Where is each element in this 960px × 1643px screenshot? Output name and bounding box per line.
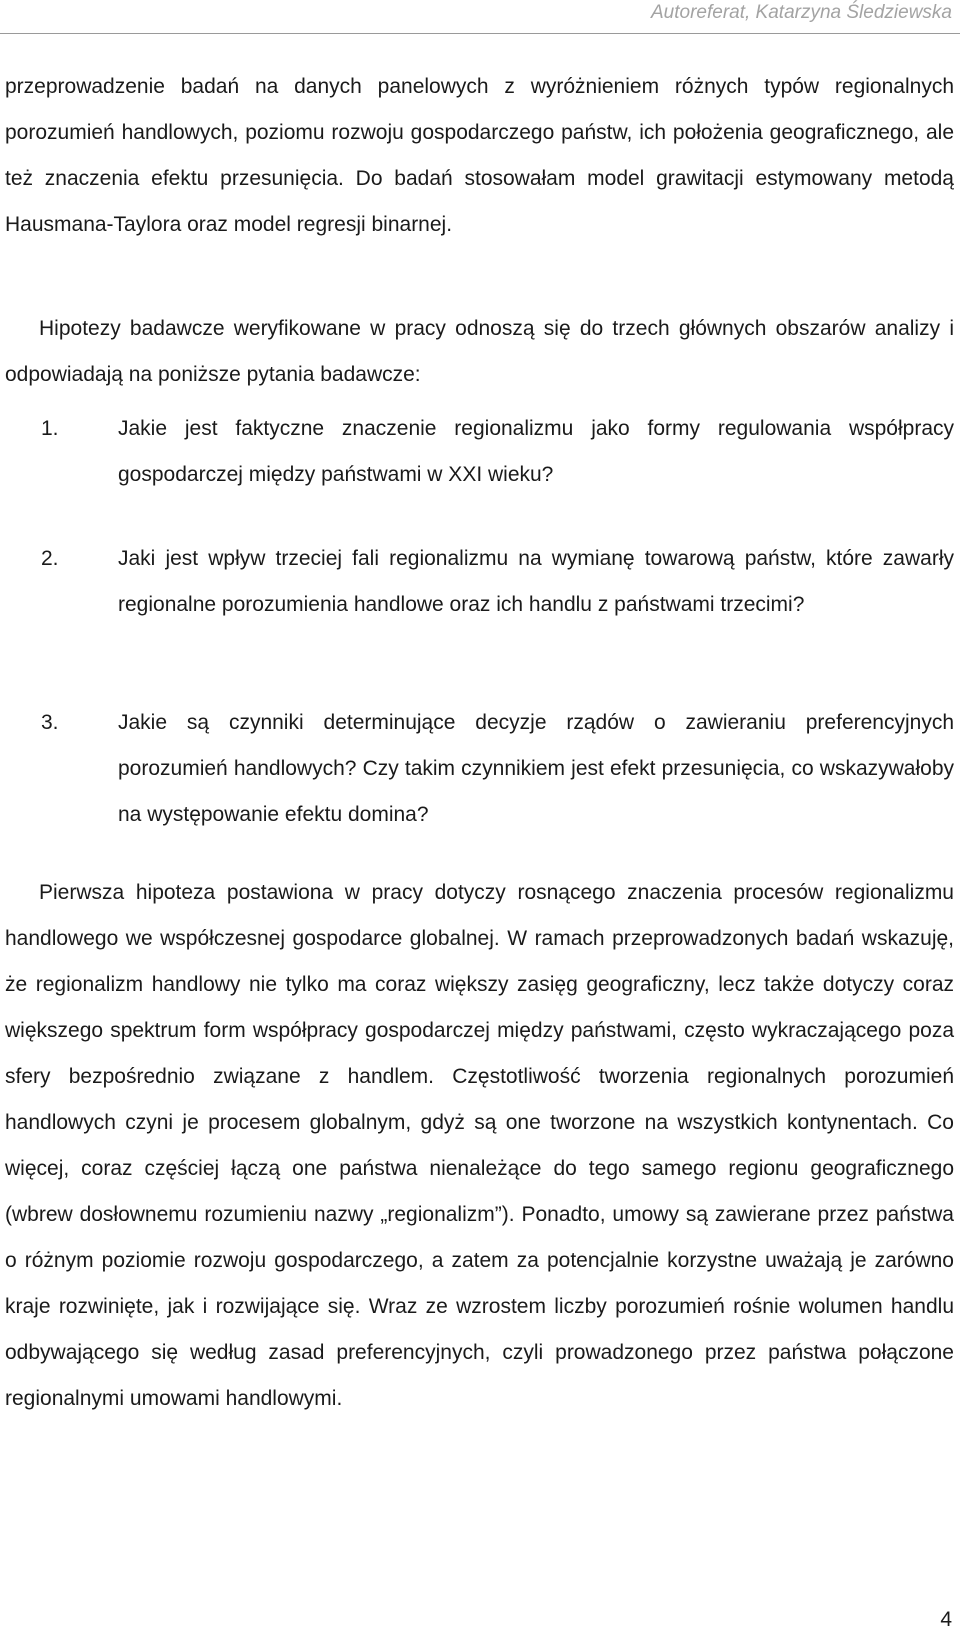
paragraph-hypotheses-intro: Hipotezy badawcze weryfikowane w pracy odnoszą się do trzech głównych obszarów analizy i odpowiadają na poniższe pytania badawcze: (5, 317, 954, 386)
list-item-text: Jaki jest wpływ trzeciej fali regionalizmu na wymianę towarową państw, które zawarły regionalne porozumienia handlowe oraz ich handlu z państwami trzecimi? (118, 547, 954, 616)
research-question-2 (41, 536, 954, 628)
list-item-text: Jakie jest faktyczne znaczenie regionalizmu jako formy regulowania współpracy gospodarczej między państwami w XXI wieku? (118, 417, 954, 486)
list-number: 1. (41, 417, 59, 440)
list-number: 3. (41, 711, 59, 734)
list-item-text: Jakie są czynniki determinujące decyzje rządów o zawieraniu preferencyjnych porozumień handlowych? Czy takim czynnikiem jest efekt przesunięcia, co wskazywałoby na występowanie efektu domina? (118, 711, 954, 826)
header-divider (0, 33, 960, 34)
page-number: 4 (940, 1608, 952, 1631)
research-question-3 (41, 700, 954, 838)
list-number: 2. (41, 547, 59, 570)
paragraph-first-hypothesis: Pierwsza hipoteza postawiona w pracy dotyczy rosnącego znaczenia procesów regionalizmu handlowego we współczesnej gospodarce globalnej. W ramach przeprowadzonych badań wskazuję, że regionalizm handlowy nie tylko ma coraz większy zasięg geograficzny, lecz także dotyczy coraz większego spektrum form współpracy gospodarczej między państwami, często wykraczającego poza sfery bezpośrednio związane z handlem. Częstotliwość tworzenia regionalnych porozumień handlowych czyni je procesem globalnym, gdyż są one tworzone na wszystkich kontynentach. Co więcej, coraz częściej łączą one państwa nienależące do tego samego regionu geograficznego (wbrew dosłownemu rozumieniu nazwy „regionalizm”). Ponadto, umowy są zawierane przez państwa o różnym poziomie rozwoju gospodarczego, a zatem za potencjalnie korzystne uważają je zarówno kraje rozwinięte, jak i rozwijające się. Wraz ze wzrostem liczby porozumień rośnie wolumen handlu odbywającego się według zasad preferencyjnych, czyli prowadzonego przez państwa połączone regionalnymi umowami handlowymi. (5, 881, 954, 1410)
running-header-title: Autoreferat, Katarzyna Śledziewska (651, 2, 952, 23)
research-question-1 (41, 406, 954, 498)
paragraph-intro-continuation: przeprowadzenie badań na danych panelowych z wyróżnieniem różnych typów regionalnych porozumień handlowych, poziomu rozwoju gospodarczego państw, ich położenia geograficznego, ale też znaczenia efektu przesunięcia. Do badań stosowałam model grawitacji estymowany metodą Hausmana-Taylora oraz model regresji binarnej. (5, 75, 954, 236)
